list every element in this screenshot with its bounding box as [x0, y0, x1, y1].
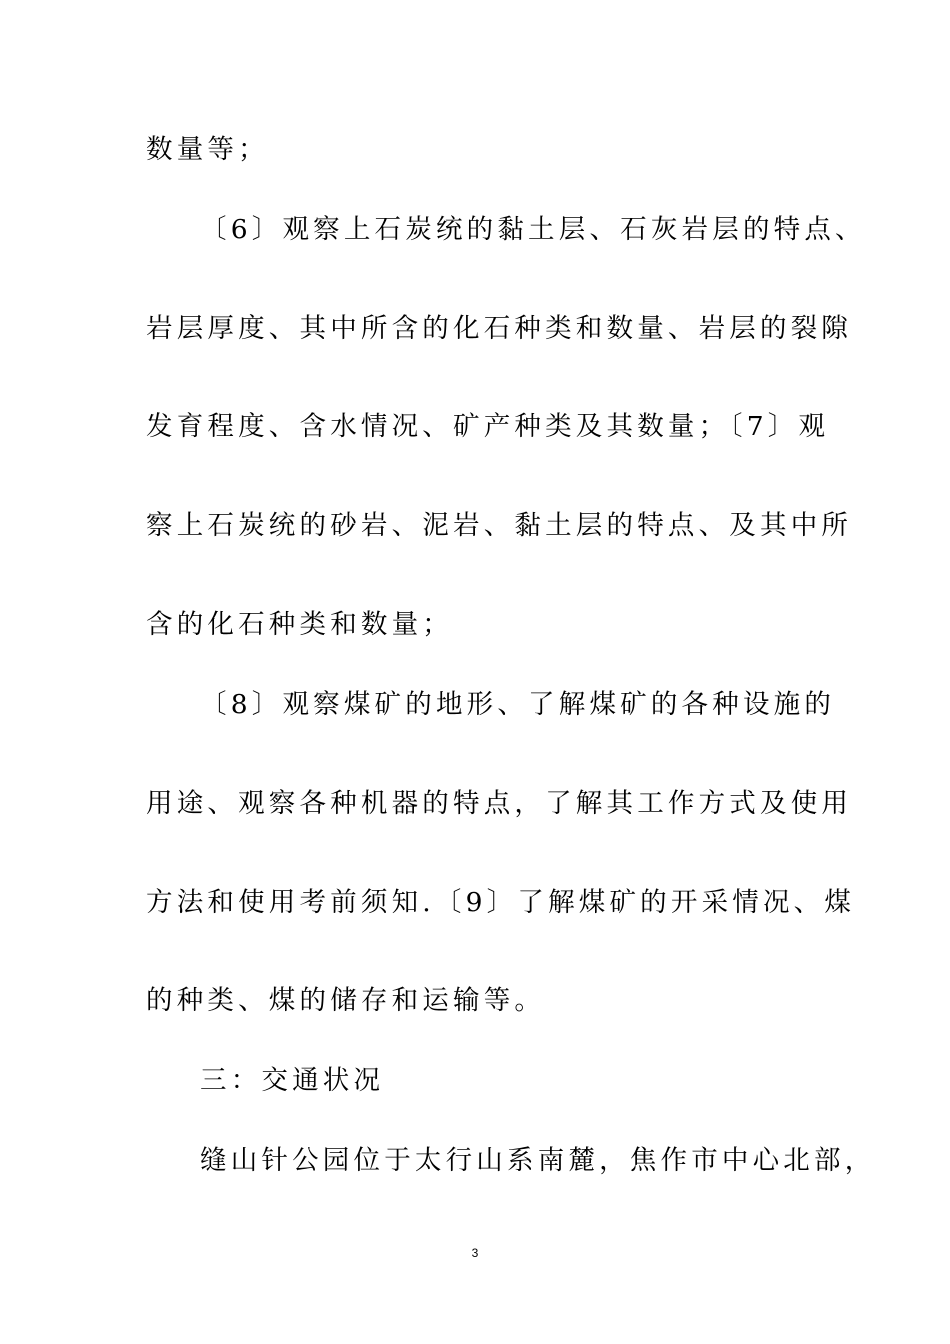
text-line-6: 含的化石种类和数量； [146, 609, 453, 640]
text-line-1: 数量等； [146, 134, 269, 165]
text-line-7: 〔8〕观察煤矿的地形、了解煤矿的各种设施的 [200, 689, 836, 720]
text-line-3: 岩层厚度、其中所含的化石种类和数量、岩层的裂隙 [146, 313, 853, 344]
text-line-4: 发育程度、含水情况、矿产种类及其数量；〔7〕观 [146, 411, 830, 442]
text-line-8: 用途、观察各种机器的特点，了解其工作方式及使用 [146, 788, 853, 819]
text-line-5: 察上石炭统的砂岩、泥岩、黏土层的特点、及其中所 [146, 510, 853, 541]
text-line-9: 方法和使用考前须知.〔9〕了解煤矿的开采情况、煤 [146, 887, 856, 918]
page-number: 3 [471, 1246, 479, 1260]
text-line-10: 的种类、煤的储存和运输等。 [146, 985, 546, 1016]
text-line-12: 缝山针公园位于太行山系南麓，焦作市中心北部， [200, 1145, 876, 1176]
text-line-2: 〔6〕观察上石炭统的黏土层、石灰岩层的特点、 [200, 214, 866, 245]
section-heading: 三：交通状况 [200, 1065, 385, 1096]
